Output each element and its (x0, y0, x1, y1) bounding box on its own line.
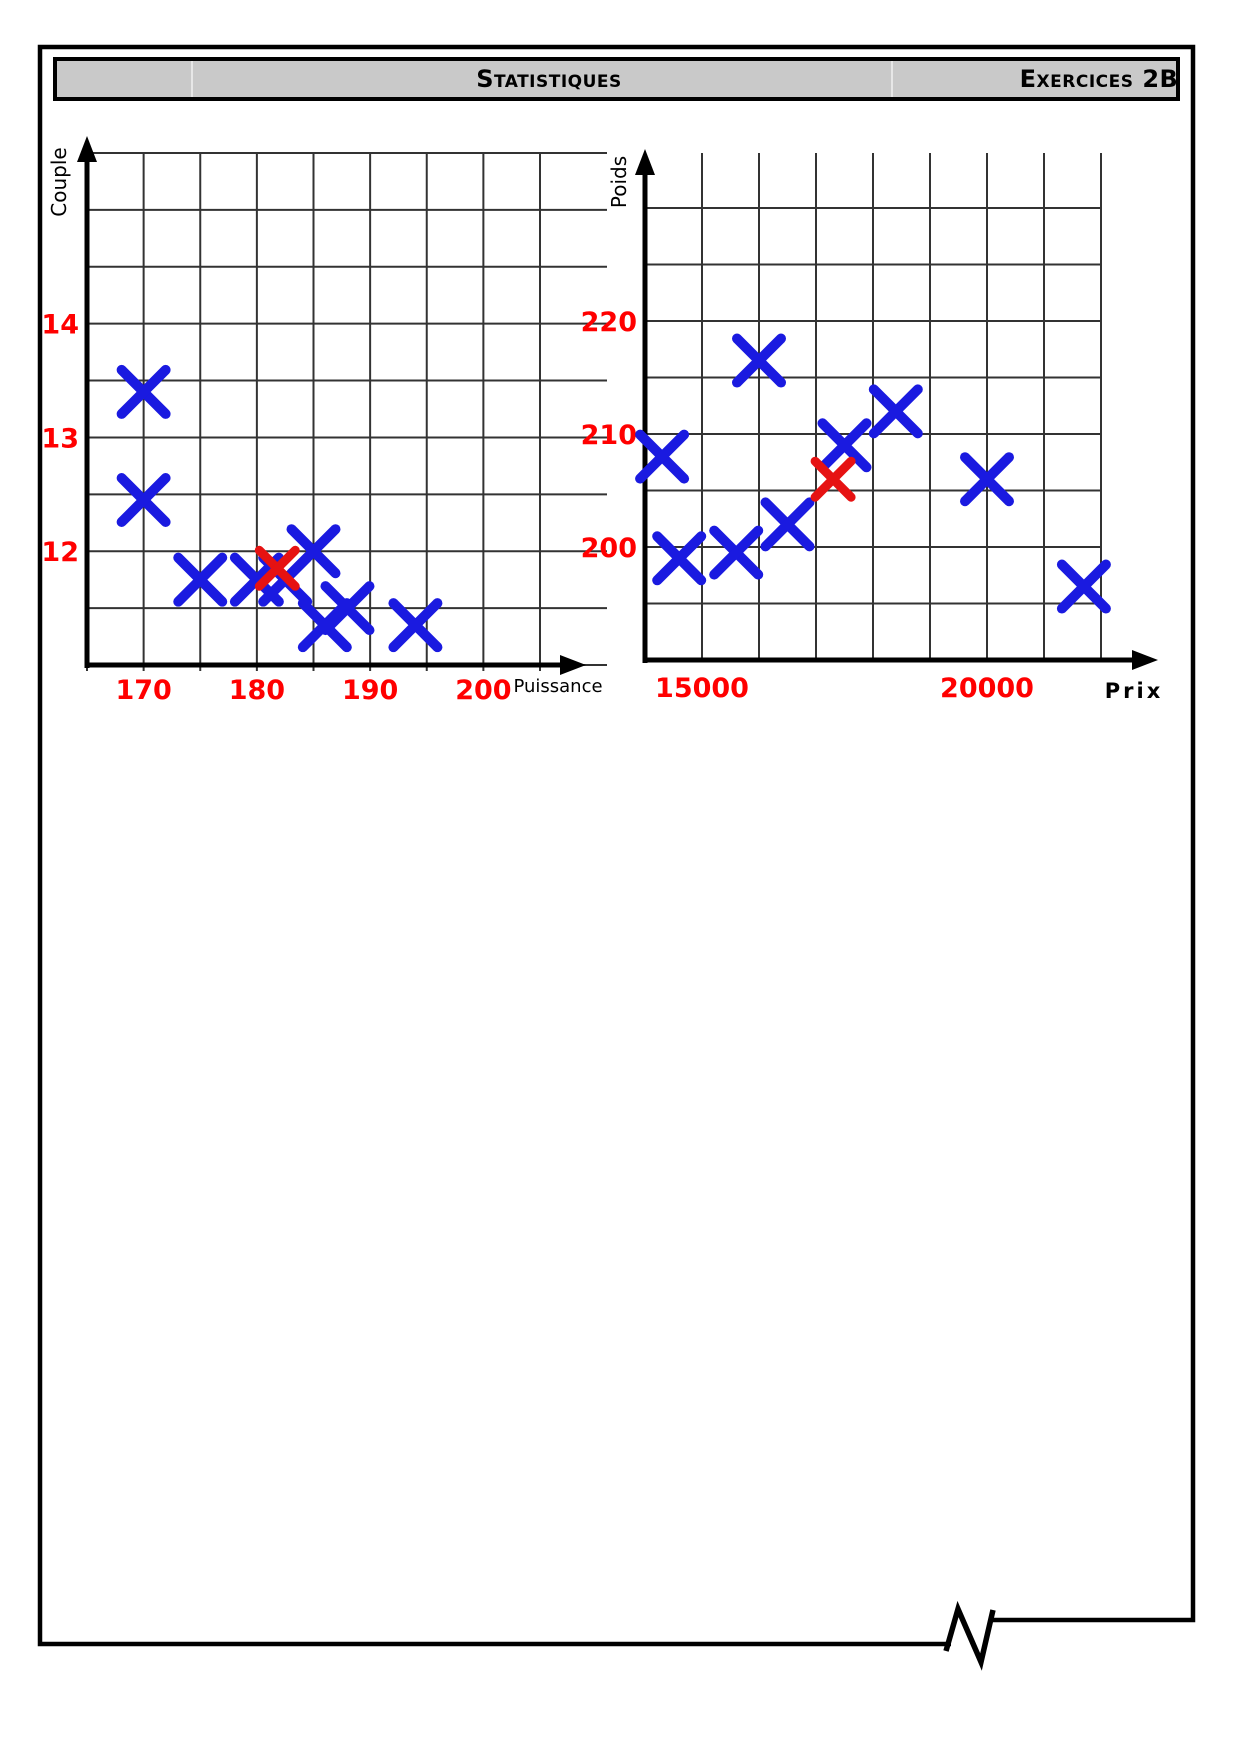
y-tick-label: 13 (41, 423, 79, 455)
header-bar (53, 57, 1180, 101)
corner-mark (946, 1609, 993, 1662)
x-tick-label: 200 (455, 675, 512, 706)
x-axis-title: Prix (1104, 679, 1164, 703)
x-tick-label: 190 (341, 675, 399, 706)
grid (645, 153, 1101, 660)
x-axis-arrow-icon (560, 655, 586, 675)
y-axis-arrow-icon (77, 136, 97, 162)
y-tick-label: 14 (41, 309, 79, 341)
x-tick-label: 20000 (940, 673, 1034, 704)
header-separator (191, 61, 193, 97)
x-tick-label: 180 (228, 675, 286, 706)
data-point-cross (714, 531, 758, 575)
data-point-cross (1062, 565, 1106, 609)
x-axis-title: Puissance (513, 676, 603, 697)
chart-couple-puissance (41, 136, 607, 706)
x-tick-label: 170 (115, 675, 172, 706)
y-tick-label: 200 (580, 533, 637, 564)
data-point-cross (393, 603, 437, 647)
header-exercise-label: Exercices 2B (1019, 65, 1179, 93)
data-point-cross (657, 536, 701, 580)
data-point-cross (823, 423, 867, 467)
y-tick-label: 12 (41, 537, 79, 569)
chart-poids-prix (581, 149, 1164, 704)
data-point-cross (874, 389, 918, 433)
mean-point-cross (815, 461, 851, 497)
x-axis-arrow-icon (1132, 650, 1158, 670)
y-axis-title: Poids (607, 155, 631, 209)
y-axis-title: Couple (47, 147, 71, 217)
header-title: Statistiques (476, 65, 622, 93)
page-border (40, 47, 1193, 1644)
y-tick-label: 220 (580, 307, 637, 338)
header-separator (891, 61, 893, 97)
data-point-cross (766, 502, 810, 546)
y-tick-label: 210 (580, 420, 637, 451)
x-tick-label: 15000 (655, 673, 749, 704)
y-axis-arrow-icon (635, 149, 655, 175)
